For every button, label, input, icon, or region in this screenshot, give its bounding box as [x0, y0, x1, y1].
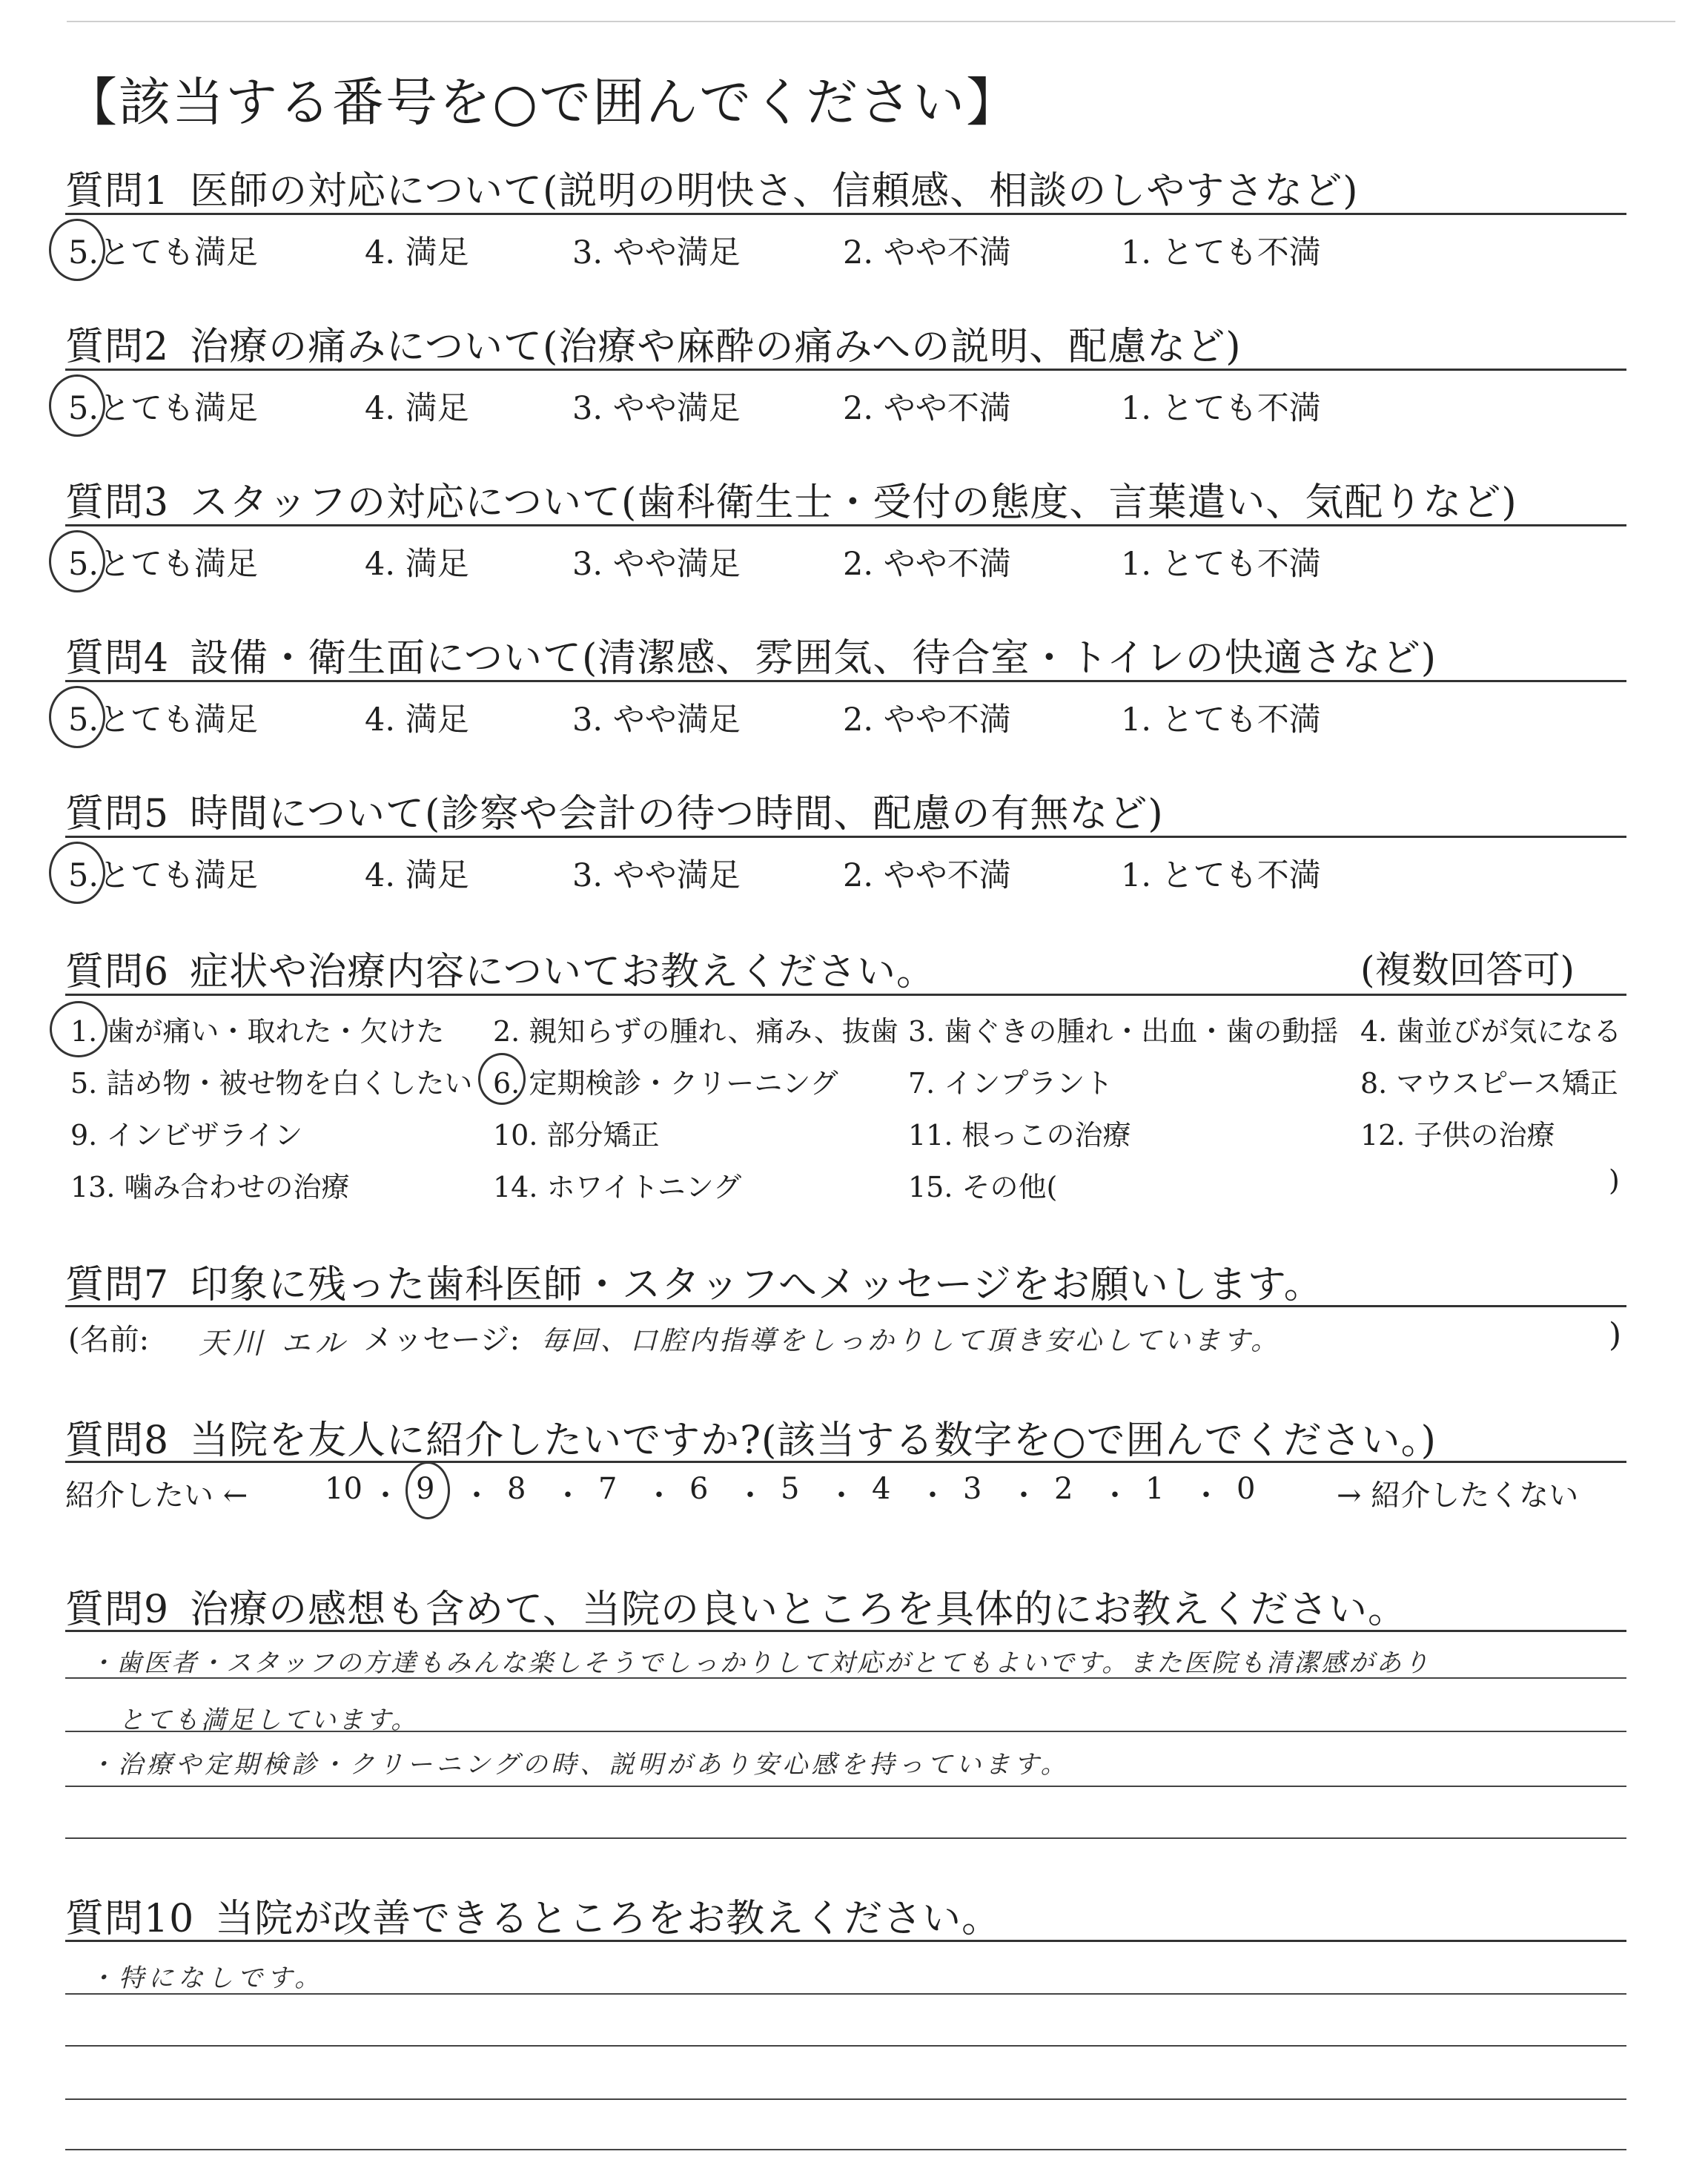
q8-scale: [65, 1472, 1629, 1516]
q2-options: [68, 383, 1551, 428]
q10-rule: [65, 1940, 1626, 1942]
q8-left-label: 紹介したい ←: [65, 1479, 248, 1513]
q3-option-2[interactable]: 2. やや不満: [843, 546, 1011, 583]
q1-option-2[interactable]: 2. やや不満: [843, 234, 1011, 271]
q2-option-5[interactable]: 5.とても満足: [68, 390, 259, 427]
q8-rule: [65, 1461, 1626, 1463]
q6-label: 質問6: [65, 950, 170, 994]
q6-option-12[interactable]: 12. 子供の治療: [1360, 1119, 1555, 1152]
q8-scale-point-0[interactable]: 0: [1237, 1472, 1256, 1506]
q1-option-3[interactable]: 3. やや満足: [572, 234, 741, 271]
q4-options: [68, 695, 1551, 739]
q10-write-line-3: [65, 2098, 1626, 2100]
q3-heading: [65, 471, 1517, 526]
q4-rule: [65, 680, 1626, 682]
q10-write-line-4: [65, 2149, 1626, 2150]
q6-option-4[interactable]: 4. 歯並びが気になる: [1360, 1015, 1622, 1048]
q8-scale-separator: ・: [1009, 1479, 1039, 1513]
q10-text: 当院が改善できるところをお教えください。: [215, 1897, 1002, 1941]
q2-heading: [65, 315, 1242, 371]
q6-option-10[interactable]: 10. 部分矯正: [493, 1119, 660, 1152]
q6-option-1[interactable]: 1. 歯が痛い・取れた・欠けた: [70, 1015, 445, 1048]
q1-rule: [65, 213, 1626, 215]
q6-option-14[interactable]: 14. ホワイトニング: [493, 1171, 742, 1203]
q10-label: 質問10: [65, 1897, 195, 1941]
q5-option-1[interactable]: 1. とても不満: [1121, 857, 1321, 894]
q6-note: (複数回答可): [1360, 948, 1575, 991]
q5-text: 時間について(診察や会計の待つ時間、配慮の有無など): [190, 792, 1164, 836]
q9-answer-2[interactable]: とても満足しています。: [119, 1705, 419, 1735]
q4-heading: [65, 627, 1437, 682]
q7-text: 印象に残った歯科医師・スタッフへメッセージをお願いします。: [190, 1263, 1323, 1307]
q9-answer-1[interactable]: ・歯医者・スタッフの方達もみんな楽しそうでしっかりして対応がとてもよいです。また医院も清潔感があり: [89, 1648, 1431, 1678]
q2-text: 治療の痛みについて(治療や麻酔の痛みへの説明、配慮など): [190, 325, 1242, 369]
q6-option-5[interactable]: 5. 詰め物・被せ物を白くしたい: [70, 1067, 473, 1100]
q7-rule: [65, 1305, 1626, 1307]
q7-name-value[interactable]: 天川 エル: [199, 1327, 349, 1361]
q8-scale-point-6[interactable]: 6: [689, 1472, 709, 1506]
q5-option-5[interactable]: 5.とても満足: [68, 857, 259, 894]
q1-option-5[interactable]: 5.とても満足: [68, 234, 259, 271]
q8-heading: [65, 1409, 1437, 1464]
q5-label: 質問5: [65, 792, 170, 836]
q8-scale-point-4[interactable]: 4: [872, 1472, 891, 1506]
q5-rule: [65, 836, 1626, 838]
q8-right-label: → 紹介したくない: [1337, 1479, 1579, 1513]
q2-selection-circle: [49, 374, 105, 437]
q6-text: 症状や治療内容についてお教えください。: [190, 950, 936, 994]
q3-selection-circle: [49, 530, 105, 592]
q8-scale-point-9[interactable]: 9: [416, 1472, 435, 1506]
q5-heading: [65, 782, 1164, 838]
q6-option-11[interactable]: 11. 根っこの治療: [908, 1119, 1131, 1152]
q4-option-5[interactable]: 5.とても満足: [68, 701, 259, 739]
q8-scale-separator: ・: [735, 1479, 765, 1513]
q8-scale-separator: ・: [918, 1479, 947, 1513]
q1-option-1[interactable]: 1. とても不満: [1121, 234, 1321, 271]
q6-rule: [65, 994, 1626, 996]
q10-write-line-1: [65, 1993, 1626, 1995]
top-border: [67, 21, 1675, 22]
q4-option-1[interactable]: 1. とても不満: [1121, 701, 1321, 739]
q8-selection-circle: [406, 1462, 450, 1519]
q6-option-8[interactable]: 8. マウスピース矯正: [1360, 1067, 1618, 1100]
q3-rule: [65, 524, 1626, 526]
q5-option-2[interactable]: 2. やや不満: [843, 857, 1011, 894]
q3-text: スタッフの対応について(歯科衛生士・受付の態度、言葉遣い、気配りなど): [190, 480, 1517, 525]
q6-option-6[interactable]: 6. 定期検診・クリーニング: [493, 1067, 838, 1100]
q6-option-7[interactable]: 7. インプラント: [908, 1067, 1113, 1100]
q7-heading: [65, 1253, 1323, 1309]
q1-option-4[interactable]: 4. 満足: [365, 234, 469, 271]
q5-option-3[interactable]: 3. やや満足: [572, 857, 741, 894]
q7-name-label: (名前:: [68, 1323, 150, 1357]
q6-selection-circle-1: [50, 1001, 107, 1057]
q6-option-9[interactable]: 9. インビザライン: [70, 1119, 303, 1152]
q3-option-5[interactable]: 5.とても満足: [68, 546, 259, 583]
q4-text: 設備・衛生面について(清潔感、雰囲気、待合室・トイレの快適さなど): [190, 636, 1437, 681]
q8-scale-point-7[interactable]: 7: [598, 1472, 618, 1506]
q2-label: 質問2: [65, 325, 170, 369]
q8-scale-point-3[interactable]: 3: [963, 1472, 982, 1506]
q1-text: 医師の対応について(説明の明快さ、信頼感、相談のしやすさなど): [190, 169, 1359, 214]
q3-option-1[interactable]: 1. とても不満: [1121, 546, 1321, 583]
q7-message-value[interactable]: 毎回、口腔内指導をしっかりして頂き安心しています。: [541, 1326, 1281, 1356]
q9-rule: [65, 1630, 1626, 1632]
q9-write-line-4: [65, 1837, 1626, 1839]
q1-heading: [65, 159, 1359, 215]
q6-option-2[interactable]: 2. 親知らずの腫れ、痛み、抜歯: [493, 1015, 898, 1048]
q4-label: 質問4: [65, 636, 170, 681]
q5-option-4[interactable]: 4. 満足: [365, 857, 469, 894]
q9-text: 治療の感想も含めて、当院の良いところを具体的にお教えください。: [190, 1588, 1408, 1632]
q4-option-3[interactable]: 3. やや満足: [572, 701, 741, 739]
q9-write-line-1: [65, 1677, 1626, 1679]
q2-option-4[interactable]: 4. 満足: [365, 390, 469, 427]
q1-options: [68, 228, 1551, 272]
q9-heading: [65, 1578, 1407, 1634]
q1-label: 質問1: [65, 169, 170, 214]
q10-heading: [65, 1887, 1001, 1943]
q9-write-line-3: [65, 1786, 1626, 1787]
q8-label: 質問8: [65, 1418, 170, 1463]
q4-option-4[interactable]: 4. 満足: [365, 701, 469, 739]
q8-scale-separator: ・: [644, 1479, 674, 1513]
q8-scale-point-10[interactable]: 10: [325, 1472, 363, 1506]
q8-scale-separator: ・: [1100, 1479, 1130, 1513]
q7-label: 質問7: [65, 1263, 170, 1307]
q9-write-line-2: [65, 1731, 1626, 1732]
q3-option-3[interactable]: 3. やや満足: [572, 546, 741, 583]
q1-selection-circle: [49, 219, 105, 281]
q6-option-15[interactable]: 15. その他(: [908, 1171, 1058, 1203]
q10-answer-1[interactable]: ・特になしです。: [89, 1964, 325, 1993]
q7-message-label: メッセージ:: [363, 1323, 520, 1357]
page-title: 【該当する番号を○で囲んでください】: [65, 72, 1020, 133]
q2-option-2[interactable]: 2. やや不満: [843, 390, 1011, 427]
q2-option-3[interactable]: 3. やや満足: [572, 390, 741, 427]
q9-label: 質問9: [65, 1588, 170, 1632]
q8-scale-separator: ・: [827, 1479, 856, 1513]
q5-selection-circle: [49, 842, 105, 904]
q4-selection-circle: [49, 686, 105, 748]
q10-write-line-2: [65, 2045, 1626, 2047]
q8-scale-point-8[interactable]: 8: [507, 1472, 526, 1506]
q8-scale-point-1[interactable]: 1: [1145, 1472, 1165, 1506]
q6-heading: [65, 940, 936, 996]
q8-scale-separator: ・: [553, 1479, 583, 1513]
q9-answer-3[interactable]: ・治療や定期検診・クリーニングの時、説明があり安心感を持っています。: [89, 1750, 1070, 1780]
q2-rule: [65, 369, 1626, 371]
q3-label: 質問3: [65, 480, 170, 525]
q8-scale-separator: ・: [1191, 1479, 1221, 1513]
q8-scale-point-5[interactable]: 5: [781, 1472, 800, 1506]
q8-text: 当院を友人に紹介したいですか?(該当する数字を○で囲んでください。): [190, 1418, 1437, 1463]
q5-options: [68, 851, 1551, 895]
q3-option-4[interactable]: 4. 満足: [365, 546, 469, 583]
q2-option-1[interactable]: 1. とても不満: [1121, 390, 1321, 427]
q6-option-13[interactable]: 13. 噛み合わせの治療: [70, 1171, 350, 1203]
q6-options: [70, 1008, 1635, 1223]
q7-close-paren: ): [1609, 1316, 1622, 1354]
q3-options: [68, 539, 1551, 584]
q8-scale-point-2[interactable]: 2: [1054, 1472, 1073, 1506]
q6-selection-circle-6: [478, 1053, 526, 1105]
q8-scale-separator: ・: [371, 1479, 400, 1513]
q8-scale-separator: ・: [462, 1479, 491, 1513]
q6-option-15-close: ): [1609, 1164, 1620, 1197]
q6-option-3[interactable]: 3. 歯ぐきの腫れ・出血・歯の動揺: [908, 1015, 1339, 1048]
q4-option-2[interactable]: 2. やや不満: [843, 701, 1011, 739]
